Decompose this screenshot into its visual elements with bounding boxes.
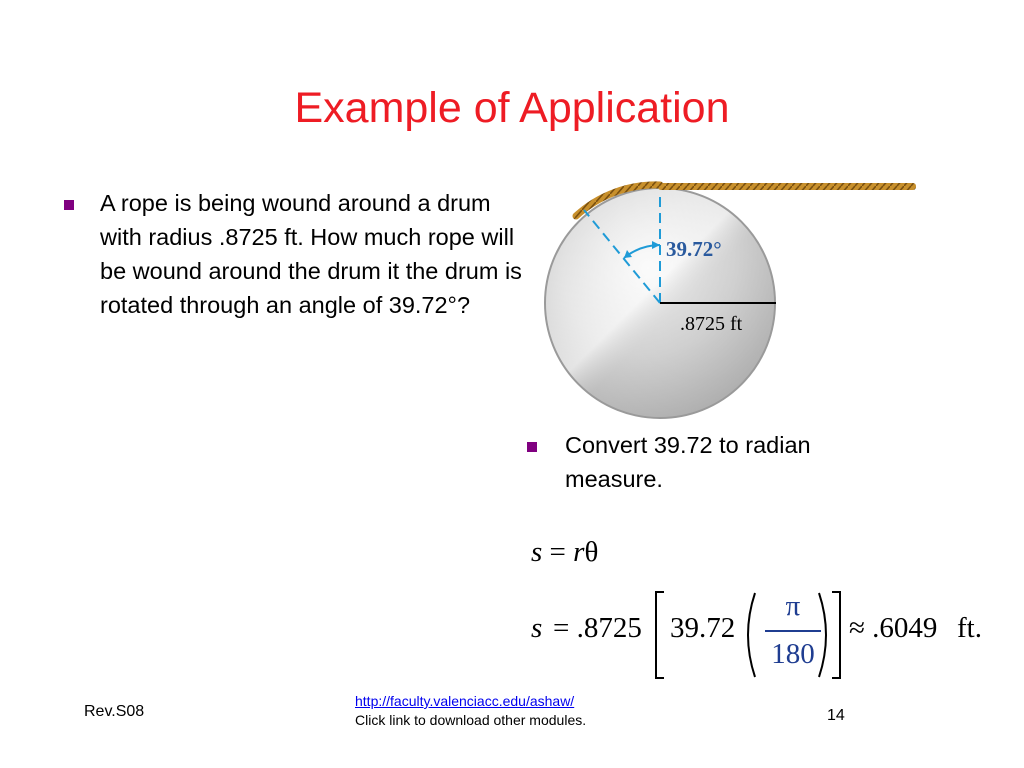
formula-s: s: [531, 536, 543, 568]
page-number: 14: [827, 707, 845, 724]
formula-computation: [531, 588, 1001, 683]
footer-center: [355, 692, 586, 730]
left-paren: [739, 590, 759, 680]
fraction-numerator: π: [785, 590, 801, 622]
formula2-unit: ft.: [957, 612, 982, 644]
footer-note: Click link to download other modules.: [355, 712, 587, 728]
bullet-marker-icon: [64, 200, 74, 210]
formula-arc-length: [531, 536, 598, 569]
formula-theta: θ: [584, 536, 599, 568]
formula2-angle: 39.72: [670, 612, 736, 644]
bullet-item-problem: [64, 186, 524, 322]
download-link[interactable]: http://faculty.valenciacc.edu/ashaw/: [355, 693, 575, 709]
formula2-approx: ≈ .6049: [849, 612, 938, 644]
footer-revision: Rev.S08: [84, 703, 145, 720]
right-bracket: [829, 588, 845, 683]
fraction-denominator: 180: [771, 638, 815, 670]
formula2-s: s: [531, 612, 543, 644]
fraction-bar: [765, 630, 821, 632]
rope-straight: [658, 183, 916, 190]
slide-title: Example of Application: [294, 84, 730, 132]
angle-label: 39.72°: [666, 237, 722, 261]
bullet-marker-icon: [527, 442, 537, 452]
formula2-eq: = .8725: [553, 612, 642, 644]
radius-label: .8725 ft: [680, 313, 743, 335]
bullet-text-convert: Convert 39.72 to radian measure.: [565, 432, 811, 492]
bullet-text-problem: A rope is being wound around a drum with radius .8725 ft. How much rope will be wound around the drum it the drum is rotated through an angle of 39.72°?: [100, 190, 522, 318]
formula-equals: =: [549, 536, 566, 568]
drum-figure: [540, 170, 930, 420]
bullet-item-convert: [527, 428, 887, 496]
left-bracket: [651, 588, 667, 683]
formula-r: r: [573, 536, 585, 568]
